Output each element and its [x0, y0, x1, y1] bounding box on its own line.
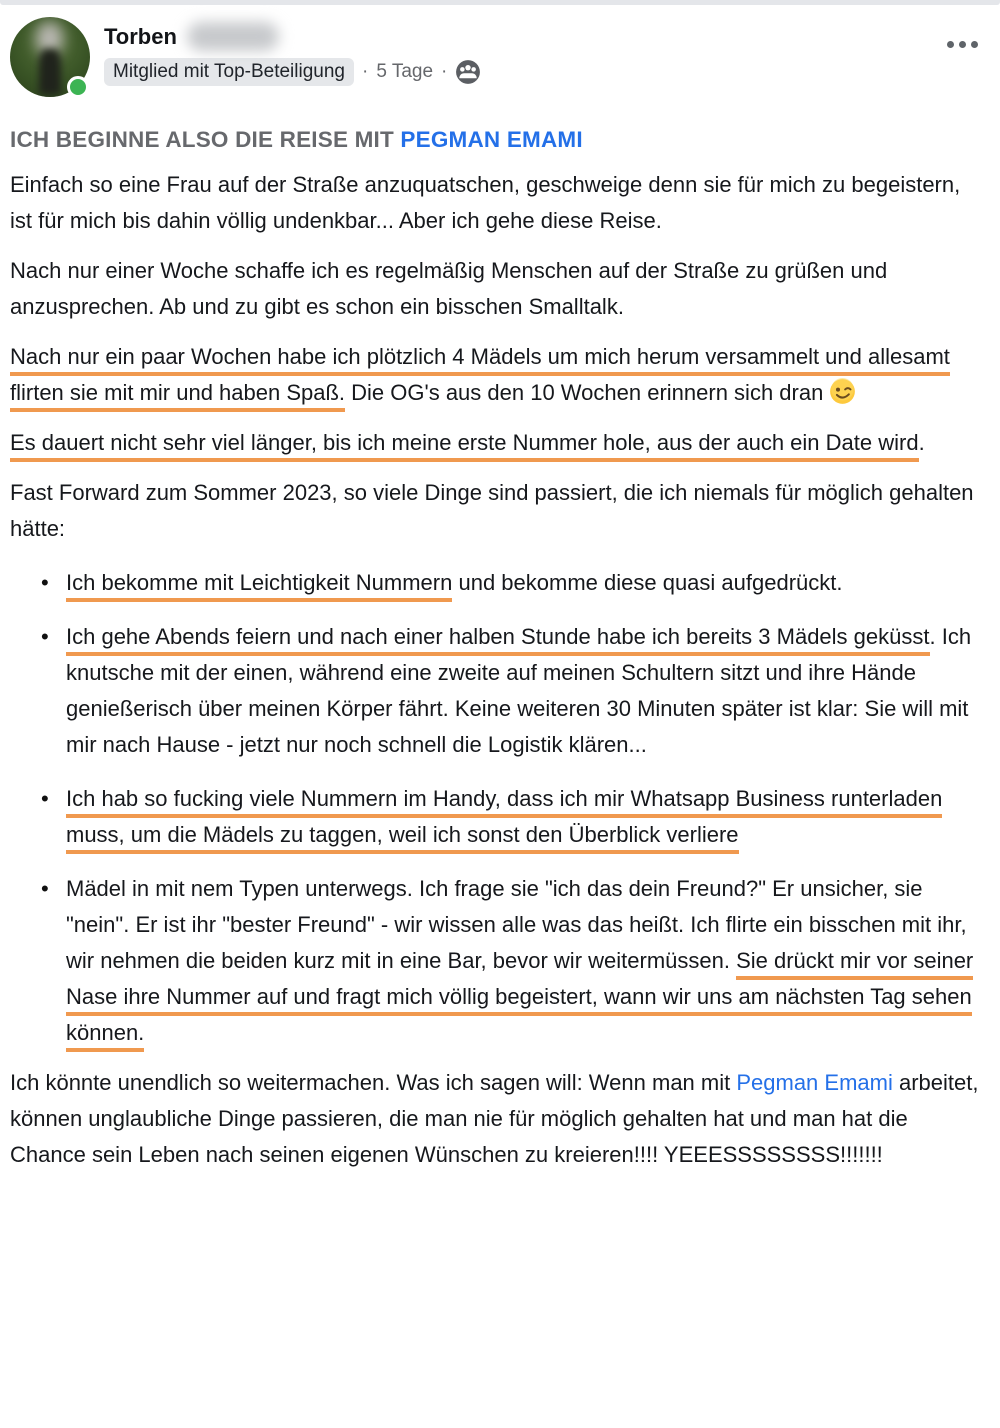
wink-emoji: [829, 375, 856, 411]
text-segment: Ich gehe Abends feiern und nach einer halben Stunde habe ich bereits 3 Mädels geküsst: [66, 624, 930, 656]
text-segment: Ich hab so fucking viele Nummern im Handy, dass ich mir Whatsapp Business runterladen muss, um die Mädels zu taggen, weil ich sonst den Überblick verliere: [66, 786, 942, 854]
post-paragraph: [10, 475, 986, 547]
ellipsis-icon: [959, 41, 966, 48]
mention-link[interactable]: Pegman Emami: [736, 1070, 893, 1095]
meta-dot: ·: [441, 61, 448, 82]
text-segment: Es dauert nicht sehr viel länger, bis ich meine erste Nummer hole, aus der auch ein Date wird: [10, 430, 919, 462]
author-name[interactable]: Torben: [104, 23, 177, 49]
avatar-blurred-body: [39, 49, 61, 95]
online-status-dot: [67, 76, 89, 98]
bullet-item: [66, 781, 986, 853]
post-paragraph: [10, 339, 986, 411]
author-name-row: [104, 22, 941, 51]
text-segment: Nach nur einer Woche schaffe ich es regelmäßig Menschen auf der Straße zu grüßen und anzusprechen. Ab und zu gibt es schon ein bisschen Smalltalk.: [10, 258, 888, 319]
text-segment: ICH BEGINNE ALSO DIE REISE MIT: [10, 127, 401, 152]
avatar[interactable]: [10, 17, 90, 97]
ellipsis-icon: [971, 41, 978, 48]
post-paragraph: [10, 1065, 986, 1173]
text-segment: Einfach so eine Frau auf der Straße anzuquatschen, geschweige denn sie für mich zu begeistern, ist für mich bis dahin völlig undenkbar... Aber ich gehe diese Reise.: [10, 172, 961, 233]
member-badge[interactable]: Mitglied mit Top-Beteiligung: [104, 58, 354, 86]
text-segment: .: [918, 430, 925, 455]
post-options-button[interactable]: [941, 17, 984, 56]
text-segment: Ich könnte unendlich so weitermachen. Was ich sagen will: Wenn man mit: [10, 1070, 737, 1095]
text-segment: Die OG's aus den 10 Wochen erinnern sich dran: [345, 380, 830, 405]
redacted-last-name: [187, 22, 279, 51]
bullet-item: [66, 619, 986, 763]
mention-link[interactable]: PEGMAN EMAMI: [400, 127, 583, 152]
text-segment: und bekomme diese quasi aufgedrückt.: [452, 570, 843, 595]
post-bullet-list: [10, 565, 986, 1051]
post-paragraph: [10, 167, 986, 239]
ellipsis-icon: [947, 41, 954, 48]
post-timestamp[interactable]: 5 Tage: [376, 61, 434, 82]
group-members-icon: [455, 59, 481, 85]
post-header: [0, 5, 1000, 97]
post-paragraph: [10, 253, 986, 325]
text-segment: arbeitet, können unglaubliche Dinge passieren, die man nie für möglich gehalten hat und man hat die Chance sein Leben nach seinen eigenen Wünschen zu kreieren!!!! YEEESSSSSSSS!!!!!!!: [10, 1070, 979, 1167]
post-headline: [10, 127, 984, 153]
post-paragraph: [10, 425, 986, 461]
bullet-item: [66, 565, 986, 601]
text-segment: . Ich knutsche mit der einen, während eine zweite auf meinen Schultern sitzt und ihre Hände genießerisch über meinen Körper fährt. Keine weiteren 30 Minuten später ist klar: Sie will mit mir nach Hause - jetzt nur noch schnell die Logistik klären...: [66, 624, 972, 757]
text-segment: Ich bekomme mit Leichtigkeit Nummern: [66, 570, 452, 602]
post-body: [10, 167, 986, 1197]
text-segment: Fast Forward zum Sommer 2023, so viele Dinge sind passiert, die ich niemals für möglich gehalten hätte:: [10, 480, 974, 541]
text-segment: Nach nur ein paar Wochen habe ich plötzlich 4 Mädels um mich herum versammelt und allesamt flirten sie mit mir und haben Spaß.: [10, 344, 950, 412]
text-segment: Mädel in mit nem Typen unterwegs. Ich frage sie "ich das dein Freund?" Er unsicher, sie "nein". Er ist ihr "bester Freund" - wir wissen alle was das heißt. Ich flirte ein bisschen mit ihr, wir nehmen die beiden kurz mit in eine Bar, bevor wir weitermüssen.: [66, 876, 967, 973]
post-meta-row: [104, 58, 941, 86]
text-segment: Sie drückt mir vor seiner Nase ihre Nummer auf und fragt mich völlig begeistert, wann wir uns am nächsten Tag sehen können.: [66, 948, 973, 1052]
header-info: [104, 17, 941, 86]
bullet-item: [66, 871, 986, 1051]
meta-dot: ·: [362, 61, 369, 82]
